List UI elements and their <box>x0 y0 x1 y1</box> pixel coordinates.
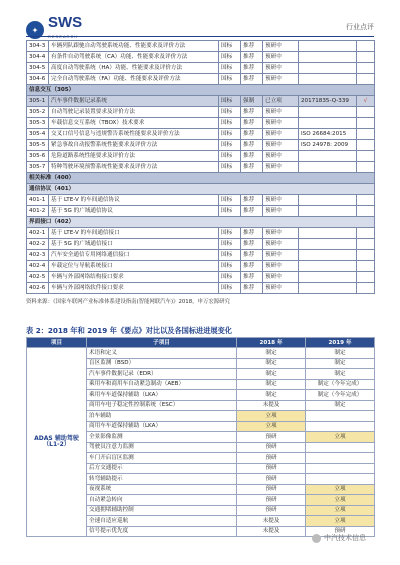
reference-standard <box>299 41 357 52</box>
standards-row <box>27 74 375 85</box>
standards-table-body <box>27 41 375 294</box>
standard-name: 汽车安全通信专用网络通信接口 <box>49 250 219 261</box>
standards-row <box>27 228 375 239</box>
standards-row <box>27 272 375 283</box>
subproject-name: 乘用车车道保持辅助（LKA） <box>87 390 237 401</box>
priority-mark <box>357 250 375 261</box>
standard-name: 完全自动驾驶系统（FA）功能、性能要求及评价方法 <box>49 74 219 85</box>
status-2019 <box>306 453 375 464</box>
standard-nature: 推荐 <box>241 250 263 261</box>
standard-name: 有条件自动驾驶系统（CA）功能、性能要求及评价方法 <box>49 52 219 63</box>
standard-nature: 推荐 <box>241 63 263 74</box>
status-2018: 预研 <box>237 505 306 516</box>
standard-level: 国标 <box>219 228 241 239</box>
priority-mark <box>357 41 375 52</box>
standard-id: 305-7 <box>27 162 49 173</box>
standard-status: 预研中 <box>263 63 299 74</box>
subproject-name: 夜视系统 <box>87 484 237 495</box>
standards-row <box>27 261 375 272</box>
standard-nature: 推荐 <box>241 140 263 151</box>
status-2018: 立项 <box>237 421 306 432</box>
standard-status: 预研中 <box>263 140 299 151</box>
comparison-table <box>26 337 375 537</box>
reference-standard <box>299 206 357 217</box>
reference-standard: 20171835-Q-339 <box>299 96 357 107</box>
priority-mark <box>357 195 375 206</box>
status-2019 <box>306 442 375 453</box>
standard-id: 401-2 <box>27 206 49 217</box>
standard-level: 国标 <box>219 41 241 52</box>
standard-name: 基于 LTE-V 的车间通信协议 <box>49 195 219 206</box>
standard-nature: 推荐 <box>241 283 263 294</box>
standard-name: 基于 5G 的广域通信接口 <box>49 239 219 250</box>
standard-status: 预研中 <box>263 74 299 85</box>
comparison-header-row <box>27 338 375 348</box>
standard-id: 304-3 <box>27 41 49 52</box>
standard-level: 国标 <box>219 118 241 129</box>
standard-nature: 推荐 <box>241 52 263 63</box>
standards-table <box>26 40 375 294</box>
standards-row <box>27 85 375 96</box>
subsection-heading: 界面接口（402） <box>27 217 375 228</box>
group-label: ADAS 辅助驾驶（L1-2） <box>27 348 87 537</box>
status-2018: 立项 <box>237 411 306 422</box>
reference-standard <box>299 283 357 294</box>
standards-row <box>27 41 375 52</box>
reference-standard <box>299 107 357 118</box>
status-2018: 预研 <box>237 484 306 495</box>
priority-mark <box>357 63 375 74</box>
standard-id: 401-1 <box>27 195 49 206</box>
status-2019 <box>306 463 375 474</box>
subsection-heading: 通信协议（401） <box>27 184 375 195</box>
standard-name: 特种驾驶环境预警系统性能要求及评价方法 <box>49 162 219 173</box>
standards-row <box>27 63 375 74</box>
reference-standard <box>299 239 357 250</box>
standard-id: 304-5 <box>27 63 49 74</box>
status-2018: 未提及 <box>237 400 306 411</box>
standard-id: 402-3 <box>27 250 49 261</box>
status-2018: 预研 <box>237 463 306 474</box>
standard-status: 预研中 <box>263 107 299 118</box>
standard-nature: 强制 <box>241 96 263 107</box>
standard-id: 304-4 <box>27 52 49 63</box>
subproject-name: 交通拥堵辅助控制 <box>87 505 237 516</box>
reference-standard <box>299 63 357 74</box>
standard-name: 车辆列队跟驰自动驾驶系统功能、性能要求及评价方法 <box>49 41 219 52</box>
status-2019: 立项 <box>306 516 375 527</box>
standard-status: 预研中 <box>263 250 299 261</box>
logo-badge-icon: ✦ <box>26 21 44 39</box>
standard-level: 国标 <box>219 74 241 85</box>
standard-status: 预研中 <box>263 195 299 206</box>
standards-row <box>27 162 375 173</box>
standards-row <box>27 107 375 118</box>
standards-row <box>27 96 375 107</box>
reference-standard: ISO 24978: 2009 <box>299 140 357 151</box>
comparison-table-body <box>27 348 375 537</box>
status-2018: 制定 <box>237 390 306 401</box>
priority-mark <box>357 261 375 272</box>
section-heading: 信息交互（305） <box>27 85 375 96</box>
standard-id: 304-6 <box>27 74 49 85</box>
status-2019: 立项 <box>306 505 375 516</box>
subproject-name: 泊车辅助 <box>87 411 237 422</box>
standards-row <box>27 173 375 184</box>
standards-row <box>27 250 375 261</box>
standard-level: 国标 <box>219 63 241 74</box>
status-2018: 制定 <box>237 348 306 359</box>
status-2019: 立项 <box>306 432 375 443</box>
standard-nature: 推荐 <box>241 151 263 162</box>
reference-standard <box>299 151 357 162</box>
status-2019: 预研 <box>306 526 375 537</box>
standard-name: 基于 5G 的广域通信协议 <box>49 206 219 217</box>
status-2019: 制定（今年完成） <box>306 379 375 390</box>
standard-status: 预研中 <box>263 162 299 173</box>
status-2019: 制定 <box>306 358 375 369</box>
subproject-name: 盲区监测（BSD） <box>87 358 237 369</box>
reference-standard <box>299 261 357 272</box>
standard-level: 国标 <box>219 261 241 272</box>
subproject-name: 术语和定义 <box>87 348 237 359</box>
status-2018: 制定 <box>237 369 306 380</box>
logo-text: SWS <box>48 14 83 31</box>
standard-level: 国标 <box>219 239 241 250</box>
priority-mark <box>357 52 375 63</box>
priority-mark <box>357 283 375 294</box>
subproject-name: 信号提示优先度 <box>87 526 237 537</box>
standard-status: 预研中 <box>263 206 299 217</box>
header-2019: 2019 年 <box>306 338 375 348</box>
priority-mark <box>357 140 375 151</box>
standard-status: 预研中 <box>263 118 299 129</box>
standard-nature: 推荐 <box>241 228 263 239</box>
reference-standard: ISO 26684:2015 <box>299 129 357 140</box>
standard-name: 车辆与外部网络结构接口要求 <box>49 272 219 283</box>
standard-level: 国标 <box>219 283 241 294</box>
status-2018: 预研 <box>237 432 306 443</box>
status-2019: 制定 <box>306 348 375 359</box>
standard-status: 预研中 <box>263 272 299 283</box>
status-2019 <box>306 411 375 422</box>
reference-standard <box>299 250 357 261</box>
standard-name: 高度自动驾驶系统（HA）功能、性能要求及评价方法 <box>49 63 219 74</box>
standard-id: 305-1 <box>27 96 49 107</box>
status-2019: 立项 <box>306 495 375 506</box>
status-2018: 制定 <box>237 358 306 369</box>
standards-row <box>27 217 375 228</box>
standard-level: 国标 <box>219 140 241 151</box>
standard-level: 国标 <box>219 272 241 283</box>
standard-status: 预研中 <box>263 151 299 162</box>
standards-row <box>27 118 375 129</box>
subproject-name: 后方交通提示 <box>87 463 237 474</box>
status-2019 <box>306 421 375 432</box>
standard-status: 预研中 <box>263 239 299 250</box>
standard-nature: 推荐 <box>241 206 263 217</box>
standards-row <box>27 206 375 217</box>
status-2019: 制定 <box>306 400 375 411</box>
standard-id: 305-6 <box>27 151 49 162</box>
header-2018: 2018 年 <box>237 338 306 348</box>
standard-id: 305-5 <box>27 140 49 151</box>
subproject-name: 转弯辅助提示 <box>87 474 237 485</box>
status-2018: 预研 <box>237 495 306 506</box>
priority-mark: √ <box>357 96 375 107</box>
reference-standard <box>299 74 357 85</box>
standard-level: 国标 <box>219 250 241 261</box>
standard-nature: 推荐 <box>241 162 263 173</box>
subproject-name: 全速自适应巡航 <box>87 516 237 527</box>
standard-name: 车载定位与导航系统接口 <box>49 261 219 272</box>
standard-id: 305-4 <box>27 129 49 140</box>
report-type-label: 行业点评 <box>346 23 374 31</box>
standard-name: 自动驾驶记录装置要求及评价方法 <box>49 107 219 118</box>
standard-level: 国标 <box>219 52 241 63</box>
standards-row <box>27 239 375 250</box>
standard-nature: 推荐 <box>241 195 263 206</box>
priority-mark <box>357 228 375 239</box>
reference-standard <box>299 195 357 206</box>
standards-row <box>27 195 375 206</box>
priority-mark <box>357 206 375 217</box>
status-2018: 预研 <box>237 474 306 485</box>
standard-level: 国标 <box>219 107 241 118</box>
source-note: 资料来源：《国家车联网产业标准体系建设指南(智能网联汽车)》2018，申万宏源研究 <box>26 299 230 305</box>
standard-nature: 推荐 <box>241 118 263 129</box>
standard-id: 402-5 <box>27 272 49 283</box>
standard-name: 紧急事故自动报警系统性能要求及评价方法 <box>49 140 219 151</box>
standard-nature: 推荐 <box>241 129 263 140</box>
table2-title: 表 2：2018 年和 2019 年《要点》对比以及各国标进进展变化 <box>26 326 232 335</box>
priority-mark <box>357 162 375 173</box>
wechat-icon <box>312 534 321 543</box>
subproject-name: 汽车事件数据记录（EDR） <box>87 369 237 380</box>
standard-id: 305-3 <box>27 118 49 129</box>
standard-name: 车辆与外部网络软件接口要求 <box>49 283 219 294</box>
reference-standard <box>299 118 357 129</box>
header-project: 项目 <box>27 338 87 348</box>
standard-status: 预研中 <box>263 283 299 294</box>
status-2018: 未提及 <box>237 526 306 537</box>
standards-row <box>27 129 375 140</box>
standard-id: 402-2 <box>27 239 49 250</box>
standard-level: 国标 <box>219 96 241 107</box>
status-2018: 预研 <box>237 442 306 453</box>
standard-name: 基于 LTE-V 的车间通信接口 <box>49 228 219 239</box>
header-subproject: 子项目 <box>87 338 237 348</box>
standard-nature: 推荐 <box>241 261 263 272</box>
status-2019: 制定 <box>306 369 375 380</box>
standard-nature: 推荐 <box>241 239 263 250</box>
reference-standard <box>299 228 357 239</box>
reference-standard <box>299 272 357 283</box>
standard-level: 国标 <box>219 206 241 217</box>
standard-name: 汽车事件数据记录系统 <box>49 96 219 107</box>
standard-name: 危险道路系统性能要求及评价方法 <box>49 151 219 162</box>
status-2019: 立项 <box>306 484 375 495</box>
status-2018: 预研 <box>237 453 306 464</box>
standard-nature: 推荐 <box>241 107 263 118</box>
standard-nature: 推荐 <box>241 272 263 283</box>
standard-level: 国标 <box>219 195 241 206</box>
reference-standard <box>299 162 357 173</box>
standard-status: 已立项 <box>263 96 299 107</box>
standard-id: 305-2 <box>27 107 49 118</box>
status-2019: 制定（今年完成） <box>306 390 375 401</box>
subproject-name: 商用车车道保持辅助（LKA） <box>87 421 237 432</box>
standard-id: 402-6 <box>27 283 49 294</box>
standard-level: 国标 <box>219 129 241 140</box>
standard-id: 402-4 <box>27 261 49 272</box>
header-divider <box>26 36 374 37</box>
subproject-name: 乘用车和商用车自动紧急制动（AEB） <box>87 379 237 390</box>
priority-mark <box>357 118 375 129</box>
standard-status: 预研中 <box>263 261 299 272</box>
priority-mark <box>357 74 375 85</box>
subproject-name: 全景影像监测 <box>87 432 237 443</box>
standards-row <box>27 283 375 294</box>
subproject-name: 驾驶员注意力监测 <box>87 442 237 453</box>
reference-standard <box>299 52 357 63</box>
priority-mark <box>357 239 375 250</box>
priority-mark <box>357 272 375 283</box>
comparison-row <box>27 348 375 359</box>
standard-id: 402-1 <box>27 228 49 239</box>
section-heading: 相关标准（400） <box>27 173 375 184</box>
priority-mark <box>357 107 375 118</box>
priority-mark <box>357 151 375 162</box>
watermark <box>312 533 366 543</box>
standard-status: 预研中 <box>263 41 299 52</box>
standards-row <box>27 52 375 63</box>
status-2019 <box>306 474 375 485</box>
standard-nature: 推荐 <box>241 74 263 85</box>
standard-status: 预研中 <box>263 129 299 140</box>
status-2018: 制定 <box>237 379 306 390</box>
standard-status: 预研中 <box>263 52 299 63</box>
subproject-name: 商用车电子稳定性控制系统（ESC） <box>87 400 237 411</box>
watermark-text: 中汽技术信息 <box>324 534 366 542</box>
subproject-name: 车门开启盲区监测 <box>87 453 237 464</box>
status-2018: 未提及 <box>237 516 306 527</box>
standards-row <box>27 184 375 195</box>
standards-row <box>27 140 375 151</box>
standard-name: 车载信息交互系统（TBOX）技术要求 <box>49 118 219 129</box>
standard-level: 国标 <box>219 151 241 162</box>
standard-status: 预研中 <box>263 228 299 239</box>
standard-level: 国标 <box>219 162 241 173</box>
standards-row <box>27 151 375 162</box>
standard-name: 交叉口信号信息与违规警告系统性能要求及评价方法 <box>49 129 219 140</box>
priority-mark <box>357 129 375 140</box>
standard-nature: 推荐 <box>241 41 263 52</box>
subproject-name: 自动紧急转向 <box>87 495 237 506</box>
